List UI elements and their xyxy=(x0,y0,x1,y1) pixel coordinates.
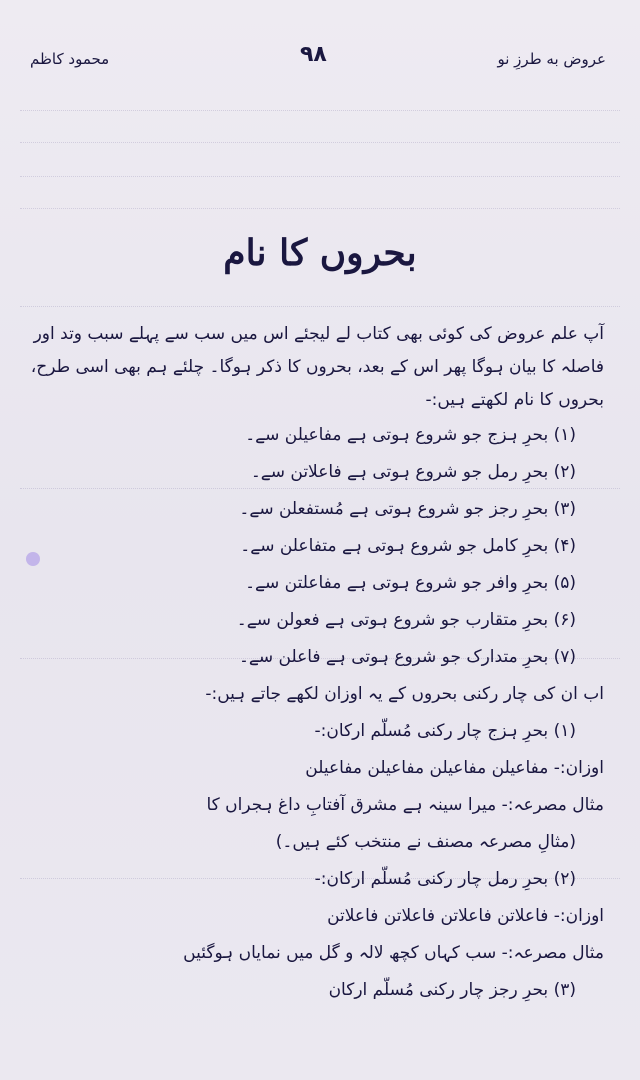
example-line: مثال مصرعہ:- میرا سینہ ہے مشرق آفتابِ داغ ہجراں کا xyxy=(206,795,604,815)
bahr-list-item: (۶) بحرِ متقارب جو شروع ہوتی ہے فعولن سے۔ xyxy=(236,610,576,630)
section-heading: (۱) بحرِ ہزج چار رکنی مُسلّم ارکان:- xyxy=(314,721,576,741)
awzan-line: اوزان:- فاعلاتن فاعلاتن فاعلاتن فاعلاتن xyxy=(327,906,604,926)
bleed-through-line xyxy=(20,190,620,209)
example-line: مثال مصرعہ:- سب کہاں کچھ لالہ و گل میں نمایاں ہوگئیں xyxy=(183,943,604,963)
note-line: (مثالِ مصرعہ مصنف نے منتخب کئے ہیں۔) xyxy=(275,832,576,852)
chapter-title: بحروں کا نام xyxy=(223,232,417,274)
intro-paragraph: آپ علم عروض کی کوئی بھی کتاب لے لیجئے اس میں سب سے پہلے سبب وتد اور فاصلہ کا بیان ہوگا پھر اس کے بعد، بحروں کا ذکر ہوگا۔ چلئے ہم بھی اسی طرح، بحروں کا نام لکھتے ہیں:- xyxy=(30,324,604,410)
bahr-list-item: (۷) بحرِ متدارک جو شروع ہوتی ہے فاعلن سے۔ xyxy=(238,647,576,667)
section-heading: (۲) بحرِ رمل چار رکنی مُسلّم ارکان:- xyxy=(314,869,576,889)
transition-line: اب ان کی چار رکنی بحروں کے یہ اوزان لکھے جاتے ہیں:- xyxy=(205,684,604,704)
page-number: ۹۸ xyxy=(300,42,327,67)
bahr-list-item: (۱) بحرِ ہزج جو شروع ہوتی ہے مفاعیلن سے۔ xyxy=(245,425,576,445)
section-heading: (۳) بحرِ رجز چار رکنی مُسلّم ارکان xyxy=(328,980,576,1000)
page-body xyxy=(30,318,604,1009)
awzan-line: اوزان:- مفاعیلن مفاعیلن مفاعیلن مفاعیلن xyxy=(305,758,604,778)
bahr-list-item: (۲) بحرِ رمل جو شروع ہوتی ہے فاعلاتن سے۔ xyxy=(250,462,576,482)
author-name: محمود کاظم xyxy=(30,50,110,68)
bleed-through-line xyxy=(20,92,620,111)
bahr-list-item: (۳) بحرِ رجز جو شروع ہوتی ہے مُستفعلن سے۔ xyxy=(239,499,576,519)
bahr-list-item: (۵) بحرِ وافر جو شروع ہوتی ہے مفاعلتن سے۔ xyxy=(245,573,576,593)
bleed-through-line xyxy=(20,158,620,177)
bleed-through-line xyxy=(20,288,620,307)
bleed-through-line xyxy=(20,124,620,143)
page-header xyxy=(0,42,640,82)
bahr-list-item: (۴) بحرِ کامل جو شروع ہوتی ہے متفاعلن سے۔ xyxy=(240,536,576,556)
book-title: عروض به طرزِ نو xyxy=(497,50,606,68)
